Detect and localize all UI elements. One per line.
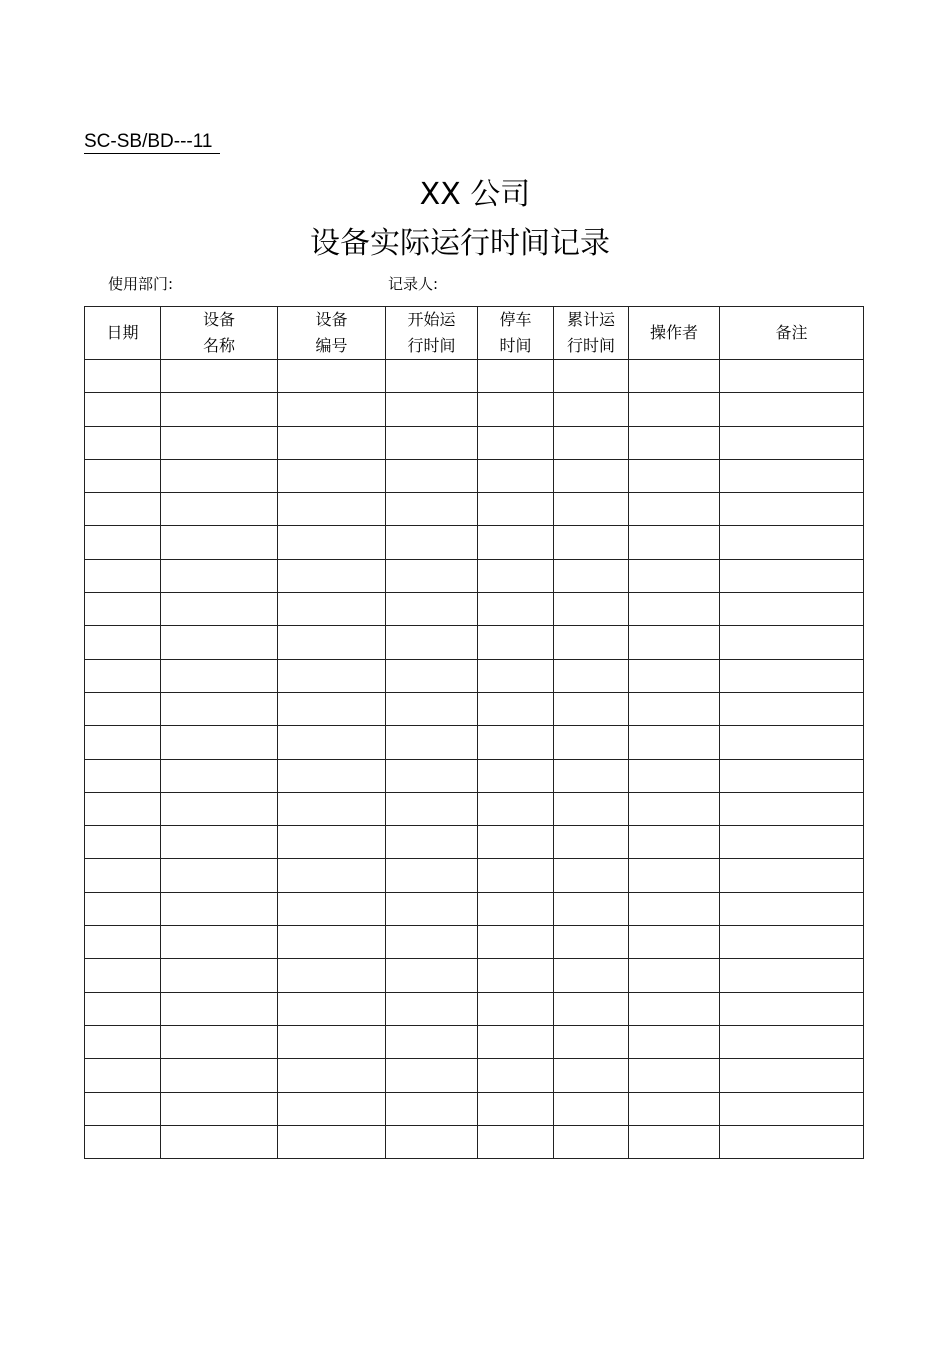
table-cell[interactable] <box>386 826 478 859</box>
table-cell[interactable] <box>554 959 629 992</box>
table-cell[interactable] <box>278 459 386 492</box>
table-cell[interactable] <box>629 426 720 459</box>
table-cell[interactable] <box>554 1059 629 1092</box>
table-row <box>85 1092 864 1125</box>
table-cell[interactable] <box>478 659 554 692</box>
document-code: SC-SB/BD---11 <box>84 131 220 154</box>
table-cell[interactable] <box>720 526 864 559</box>
table-cell[interactable] <box>629 526 720 559</box>
table-cell[interactable] <box>554 360 629 393</box>
table-cell[interactable] <box>161 692 278 725</box>
table-cell[interactable] <box>386 360 478 393</box>
table-row <box>85 659 864 692</box>
table-cell[interactable] <box>386 626 478 659</box>
column-header <box>720 307 864 360</box>
table-cell[interactable] <box>478 526 554 559</box>
table-cell[interactable] <box>161 726 278 759</box>
table-cell[interactable] <box>554 826 629 859</box>
table-cell[interactable] <box>85 360 161 393</box>
table-cell[interactable] <box>386 992 478 1025</box>
table-cell[interactable] <box>720 659 864 692</box>
table-cell[interactable] <box>720 926 864 959</box>
table-cell[interactable] <box>554 459 629 492</box>
table-cell[interactable] <box>629 559 720 592</box>
table-cell[interactable] <box>278 892 386 925</box>
table-body <box>85 360 864 1159</box>
table-cell[interactable] <box>161 493 278 526</box>
table-cell[interactable] <box>720 559 864 592</box>
table-cell[interactable] <box>278 626 386 659</box>
table-row <box>85 626 864 659</box>
table-cell[interactable] <box>386 726 478 759</box>
table-cell[interactable] <box>386 526 478 559</box>
table-cell[interactable] <box>720 1092 864 1125</box>
table-cell[interactable] <box>161 759 278 792</box>
table-cell[interactable] <box>161 626 278 659</box>
table-cell[interactable] <box>478 493 554 526</box>
table-cell[interactable] <box>629 1092 720 1125</box>
table-cell[interactable] <box>629 692 720 725</box>
table-cell[interactable] <box>478 892 554 925</box>
table-cell[interactable] <box>85 659 161 692</box>
table-cell[interactable] <box>161 360 278 393</box>
table-cell[interactable] <box>161 792 278 825</box>
table-row <box>85 526 864 559</box>
column-header <box>278 307 386 360</box>
table-cell[interactable] <box>629 726 720 759</box>
table-cell[interactable] <box>278 493 386 526</box>
table-cell[interactable] <box>629 792 720 825</box>
table-cell[interactable] <box>629 1059 720 1092</box>
column-header-line: 备注 <box>775 323 808 342</box>
table-cell[interactable] <box>278 1025 386 1058</box>
table-cell[interactable] <box>720 692 864 725</box>
table-cell[interactable] <box>554 926 629 959</box>
table-cell[interactable] <box>720 859 864 892</box>
table-cell[interactable] <box>161 559 278 592</box>
table-row <box>85 559 864 592</box>
table-cell[interactable] <box>85 459 161 492</box>
table-cell[interactable] <box>478 393 554 426</box>
table-cell[interactable] <box>386 759 478 792</box>
table-cell[interactable] <box>85 1059 161 1092</box>
table-cell[interactable] <box>278 992 386 1025</box>
table-cell[interactable] <box>554 1025 629 1058</box>
page-title: 设备实际运行时间记录 <box>310 226 610 261</box>
table-row <box>85 692 864 725</box>
table-cell[interactable] <box>278 826 386 859</box>
column-header-line: 设备 <box>315 310 348 329</box>
table-cell[interactable] <box>554 692 629 725</box>
table-cell[interactable] <box>629 759 720 792</box>
column-header <box>554 307 629 360</box>
table-cell[interactable] <box>720 626 864 659</box>
table-cell[interactable] <box>85 393 161 426</box>
table-cell[interactable] <box>720 826 864 859</box>
table-cell[interactable] <box>629 926 720 959</box>
table-cell[interactable] <box>554 759 629 792</box>
table-cell[interactable] <box>85 859 161 892</box>
table-cell[interactable] <box>161 892 278 925</box>
table-cell[interactable] <box>278 1092 386 1125</box>
table-cell[interactable] <box>386 459 478 492</box>
table-cell[interactable] <box>554 593 629 626</box>
table-cell[interactable] <box>386 859 478 892</box>
table-cell[interactable] <box>478 859 554 892</box>
table-cell[interactable] <box>629 959 720 992</box>
column-header-line: 开始运 <box>407 310 456 329</box>
table-cell[interactable] <box>85 726 161 759</box>
table-row <box>85 1059 864 1092</box>
table-cell[interactable] <box>278 959 386 992</box>
table-cell[interactable] <box>161 859 278 892</box>
table-cell[interactable] <box>278 1125 386 1158</box>
table-row <box>85 826 864 859</box>
table-cell[interactable] <box>161 1059 278 1092</box>
table-cell[interactable] <box>629 992 720 1025</box>
table-header-row <box>85 307 864 360</box>
table-cell[interactable] <box>278 759 386 792</box>
table-cell[interactable] <box>629 859 720 892</box>
table-cell[interactable] <box>720 593 864 626</box>
table-cell[interactable] <box>629 459 720 492</box>
table-cell[interactable] <box>85 1125 161 1158</box>
table-cell[interactable] <box>386 959 478 992</box>
table-cell[interactable] <box>478 426 554 459</box>
table-cell[interactable] <box>478 559 554 592</box>
table-cell[interactable] <box>554 559 629 592</box>
column-header-line: 编号 <box>315 336 348 355</box>
table-row <box>85 959 864 992</box>
table-cell[interactable] <box>85 593 161 626</box>
table-cell[interactable] <box>629 1125 720 1158</box>
table-cell[interactable] <box>85 1025 161 1058</box>
table-cell[interactable] <box>278 426 386 459</box>
table-cell[interactable] <box>85 493 161 526</box>
table-row <box>85 1025 864 1058</box>
table-row <box>85 759 864 792</box>
table-cell[interactable] <box>85 892 161 925</box>
table-cell[interactable] <box>629 659 720 692</box>
table-cell[interactable] <box>278 559 386 592</box>
table-cell[interactable] <box>386 1092 478 1125</box>
table-cell[interactable] <box>629 626 720 659</box>
table-cell[interactable] <box>85 792 161 825</box>
table-cell[interactable] <box>161 459 278 492</box>
table-cell[interactable] <box>161 593 278 626</box>
column-header-line: 累计运 <box>566 310 615 329</box>
table-cell[interactable] <box>161 992 278 1025</box>
column-header-line: 日期 <box>106 323 139 342</box>
table-row <box>85 792 864 825</box>
table-cell[interactable] <box>161 526 278 559</box>
table-cell[interactable] <box>554 792 629 825</box>
table-row <box>85 426 864 459</box>
table-cell[interactable] <box>478 959 554 992</box>
table-cell[interactable] <box>278 692 386 725</box>
table-cell[interactable] <box>85 926 161 959</box>
table-cell[interactable] <box>161 426 278 459</box>
table-cell[interactable] <box>85 1092 161 1125</box>
column-header <box>478 307 554 360</box>
table-cell[interactable] <box>161 659 278 692</box>
table-cell[interactable] <box>478 826 554 859</box>
company-name: XX 公司 <box>419 177 531 212</box>
table-cell[interactable] <box>629 360 720 393</box>
table-cell[interactable] <box>278 360 386 393</box>
table-cell[interactable] <box>720 1059 864 1092</box>
department-label: 使用部门: <box>108 275 174 293</box>
table-cell[interactable] <box>720 759 864 792</box>
table-cell[interactable] <box>478 1025 554 1058</box>
record-table <box>84 306 864 1159</box>
table-cell[interactable] <box>85 426 161 459</box>
table-row <box>85 393 864 426</box>
column-header <box>161 307 278 360</box>
table-cell[interactable] <box>278 726 386 759</box>
table-cell[interactable] <box>161 959 278 992</box>
table-cell[interactable] <box>278 792 386 825</box>
column-header-line: 名称 <box>202 336 235 355</box>
table-cell[interactable] <box>720 393 864 426</box>
table-cell[interactable] <box>478 926 554 959</box>
column-header <box>629 307 720 360</box>
table-cell[interactable] <box>478 1125 554 1158</box>
table-cell[interactable] <box>478 626 554 659</box>
table-cell[interactable] <box>554 1092 629 1125</box>
column-header-line: 设备 <box>202 310 235 329</box>
table-cell[interactable] <box>161 1092 278 1125</box>
table-cell[interactable] <box>85 559 161 592</box>
table-cell[interactable] <box>85 692 161 725</box>
table-cell[interactable] <box>386 892 478 925</box>
table-cell[interactable] <box>720 1125 864 1158</box>
table-cell[interactable] <box>278 659 386 692</box>
table-cell[interactable] <box>386 926 478 959</box>
table-cell[interactable] <box>478 1059 554 1092</box>
table-cell[interactable] <box>554 659 629 692</box>
recorder-label: 记录人: <box>388 275 439 293</box>
table-cell[interactable] <box>629 493 720 526</box>
table-cell[interactable] <box>554 726 629 759</box>
table-row <box>85 726 864 759</box>
table-cell[interactable] <box>161 926 278 959</box>
column-header-line: 时间 <box>499 336 532 355</box>
table-cell[interactable] <box>85 526 161 559</box>
table-cell[interactable] <box>386 426 478 459</box>
table-cell[interactable] <box>386 1025 478 1058</box>
column-header-line: 停车 <box>499 310 532 329</box>
table-cell[interactable] <box>720 360 864 393</box>
table-cell[interactable] <box>720 792 864 825</box>
table-cell[interactable] <box>478 759 554 792</box>
table-cell[interactable] <box>720 959 864 992</box>
table-row <box>85 459 864 492</box>
table-cell[interactable] <box>278 526 386 559</box>
table-cell[interactable] <box>278 393 386 426</box>
table-cell[interactable] <box>386 593 478 626</box>
table-row <box>85 360 864 393</box>
column-header-line: 行时间 <box>566 336 615 355</box>
table-cell[interactable] <box>478 459 554 492</box>
table-cell[interactable] <box>554 1125 629 1158</box>
table-cell[interactable] <box>478 1092 554 1125</box>
table-cell[interactable] <box>386 692 478 725</box>
table-cell[interactable] <box>278 859 386 892</box>
table-cell[interactable] <box>386 659 478 692</box>
table-cell[interactable] <box>386 792 478 825</box>
table-cell[interactable] <box>629 1025 720 1058</box>
table-cell[interactable] <box>554 626 629 659</box>
table-cell[interactable] <box>720 1025 864 1058</box>
table-cell[interactable] <box>554 992 629 1025</box>
table-cell[interactable] <box>554 859 629 892</box>
table-cell[interactable] <box>554 493 629 526</box>
table-row <box>85 1125 864 1158</box>
table-cell[interactable] <box>720 726 864 759</box>
table-cell[interactable] <box>85 759 161 792</box>
table-cell[interactable] <box>161 393 278 426</box>
table-cell[interactable] <box>386 1059 478 1092</box>
table-cell[interactable] <box>720 892 864 925</box>
table-row <box>85 859 864 892</box>
table-cell[interactable] <box>720 459 864 492</box>
table-cell[interactable] <box>386 1125 478 1158</box>
table-cell[interactable] <box>85 959 161 992</box>
table-cell[interactable] <box>720 426 864 459</box>
table-cell[interactable] <box>278 593 386 626</box>
table-cell[interactable] <box>478 992 554 1025</box>
table-cell[interactable] <box>278 926 386 959</box>
table-cell[interactable] <box>478 726 554 759</box>
table-cell[interactable] <box>478 360 554 393</box>
table-cell[interactable] <box>720 493 864 526</box>
table-cell[interactable] <box>554 393 629 426</box>
table-cell[interactable] <box>85 992 161 1025</box>
table-cell[interactable] <box>554 526 629 559</box>
table-row <box>85 493 864 526</box>
column-header-line: 行时间 <box>407 336 456 355</box>
column-header <box>386 307 478 360</box>
table-row <box>85 892 864 925</box>
table-cell[interactable] <box>386 559 478 592</box>
table-cell[interactable] <box>386 493 478 526</box>
table-cell[interactable] <box>85 826 161 859</box>
column-header <box>85 307 161 360</box>
table-cell[interactable] <box>554 426 629 459</box>
table-cell[interactable] <box>554 892 629 925</box>
table-cell[interactable] <box>478 692 554 725</box>
table-cell[interactable] <box>161 1125 278 1158</box>
table-cell[interactable] <box>161 826 278 859</box>
table-cell[interactable] <box>278 1059 386 1092</box>
table-row <box>85 992 864 1025</box>
table-cell[interactable] <box>629 892 720 925</box>
table-cell[interactable] <box>720 992 864 1025</box>
table-cell[interactable] <box>629 593 720 626</box>
table-cell[interactable] <box>478 593 554 626</box>
table-cell[interactable] <box>478 792 554 825</box>
table-cell[interactable] <box>161 1025 278 1058</box>
table-row <box>85 926 864 959</box>
table-cell[interactable] <box>85 626 161 659</box>
table-cell[interactable] <box>386 393 478 426</box>
table-cell[interactable] <box>629 393 720 426</box>
table-cell[interactable] <box>629 826 720 859</box>
table-row <box>85 593 864 626</box>
column-header-line: 操作者 <box>649 323 698 342</box>
